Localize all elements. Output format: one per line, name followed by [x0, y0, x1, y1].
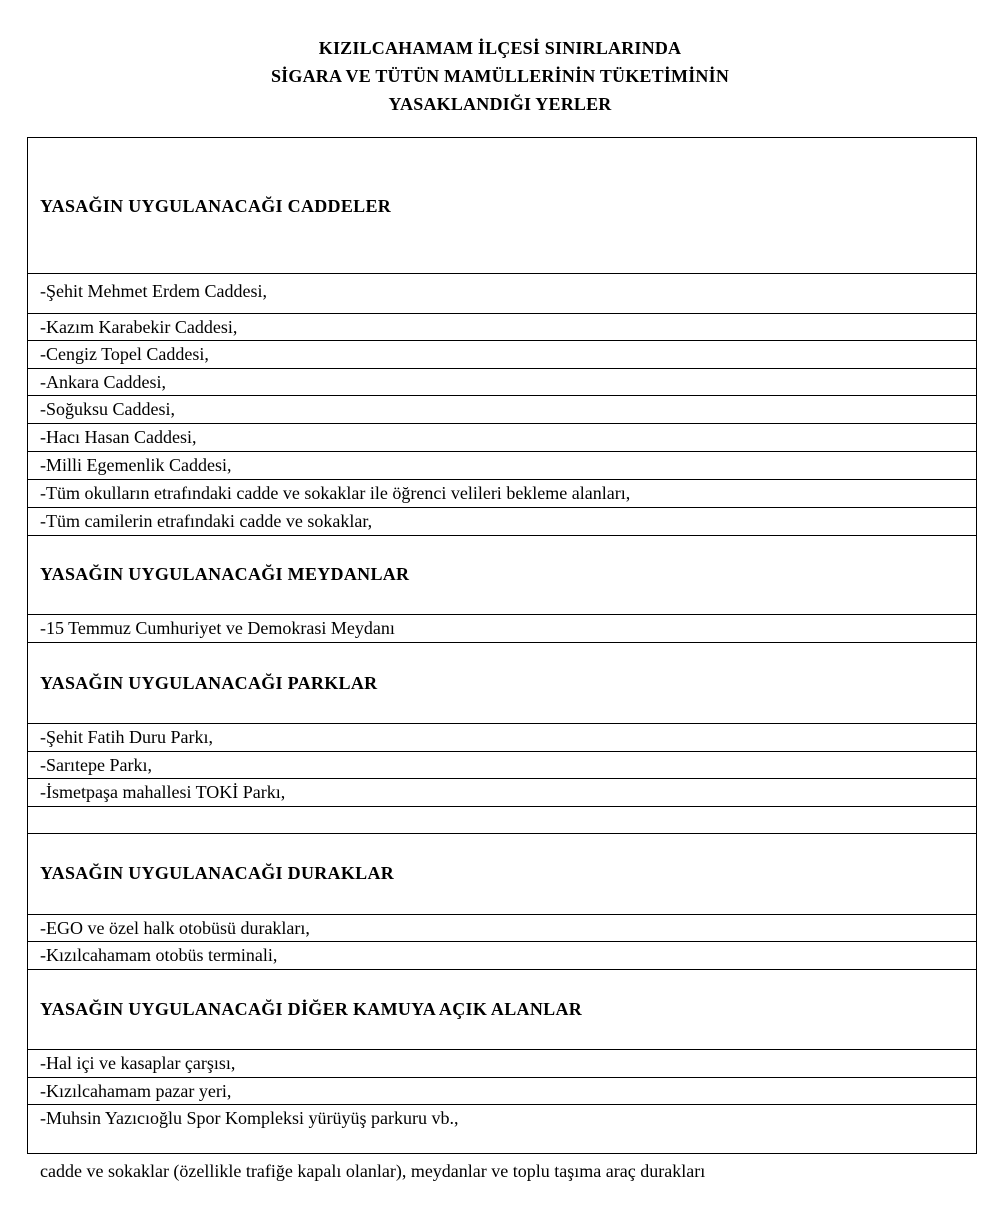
row-divider — [28, 507, 976, 508]
row-divider — [28, 535, 976, 536]
list-item: -Soğuksu Caddesi, — [40, 399, 175, 419]
list-item: -Milli Egemenlik Caddesi, — [40, 455, 232, 475]
list-item: -Hal içi ve kasaplar çarşısı, — [40, 1053, 236, 1073]
row-divider — [28, 451, 976, 452]
row-divider — [28, 273, 976, 274]
list-item: -Sarıtepe Parkı, — [40, 755, 152, 775]
footer-note: cadde ve sokaklar (özellikle trafiğe kapalı olanlar), meydanlar ve toplu taşıma araç durakları — [40, 1161, 706, 1181]
list-item: -Hacı Hasan Caddesi, — [40, 427, 197, 447]
list-item: -Muhsin Yazıcıoğlu Spor Kompleksi yürüyüş parkuru vb., — [40, 1108, 459, 1128]
row-divider — [28, 833, 976, 834]
row-divider — [28, 914, 976, 915]
section-heading-parks: YASAĞIN UYGULANACAĞI PARKLAR — [40, 673, 378, 693]
list-item: -Tüm camilerin etrafındaki cadde ve sokaklar, — [40, 511, 373, 531]
section-heading-streets: YASAĞIN UYGULANACAĞI CADDELER — [40, 196, 392, 216]
row-divider — [28, 614, 976, 615]
list-item: -Kazım Karabekir Caddesi, — [40, 317, 238, 337]
title-line-1: KIZILCAHAMAM İLÇESİ SINIRLARINDA — [318, 38, 682, 58]
list-item: -15 Temmuz Cumhuriyet ve Demokrasi Meydanı — [40, 618, 395, 638]
row-divider — [28, 723, 976, 724]
list-item: -İsmetpaşa mahallesi TOKİ Parkı, — [40, 782, 286, 802]
list-item: -Şehit Fatih Duru Parkı, — [40, 727, 213, 747]
row-divider — [28, 340, 976, 341]
row-divider — [28, 368, 976, 369]
list-item: -Kızılcahamam pazar yeri, — [40, 1081, 232, 1101]
row-divider — [28, 751, 976, 752]
list-item: -Şehit Mehmet Erdem Caddesi, — [40, 281, 267, 301]
row-divider — [28, 778, 976, 779]
list-item: -Cengiz Topel Caddesi, — [40, 344, 209, 364]
document-title — [0, 34, 1000, 118]
section-heading-other-public-areas: YASAĞIN UYGULANACAĞI DİĞER KAMUYA AÇIK ALANLAR — [40, 999, 583, 1019]
section-heading-squares: YASAĞIN UYGULANACAĞI MEYDANLAR — [40, 564, 410, 584]
row-divider — [28, 806, 976, 807]
row-divider — [28, 479, 976, 480]
row-divider — [28, 1077, 976, 1078]
list-item: -EGO ve özel halk otobüsü durakları, — [40, 918, 310, 938]
row-divider — [28, 313, 976, 314]
list-item: -Kızılcahamam otobüs terminali, — [40, 945, 278, 965]
title-line-3: YASAKLANDIĞI YERLER — [388, 94, 612, 114]
row-divider — [28, 1049, 976, 1050]
row-divider — [28, 642, 976, 643]
row-divider — [28, 941, 976, 942]
row-divider — [28, 969, 976, 970]
row-divider — [28, 1104, 976, 1105]
section-heading-stops: YASAĞIN UYGULANACAĞI DURAKLAR — [40, 863, 395, 883]
prohibited-places-table — [27, 137, 977, 1181]
list-item: -Ankara Caddesi, — [40, 372, 166, 392]
title-line-2: SİGARA VE TÜTÜN MAMÜLLERİNİN TÜKETİMİNİN — [270, 66, 730, 86]
row-divider — [28, 395, 976, 396]
list-item: -Tüm okulların etrafındaki cadde ve sokaklar ile öğrenci velileri bekleme alanları, — [40, 483, 631, 503]
row-divider — [28, 423, 976, 424]
